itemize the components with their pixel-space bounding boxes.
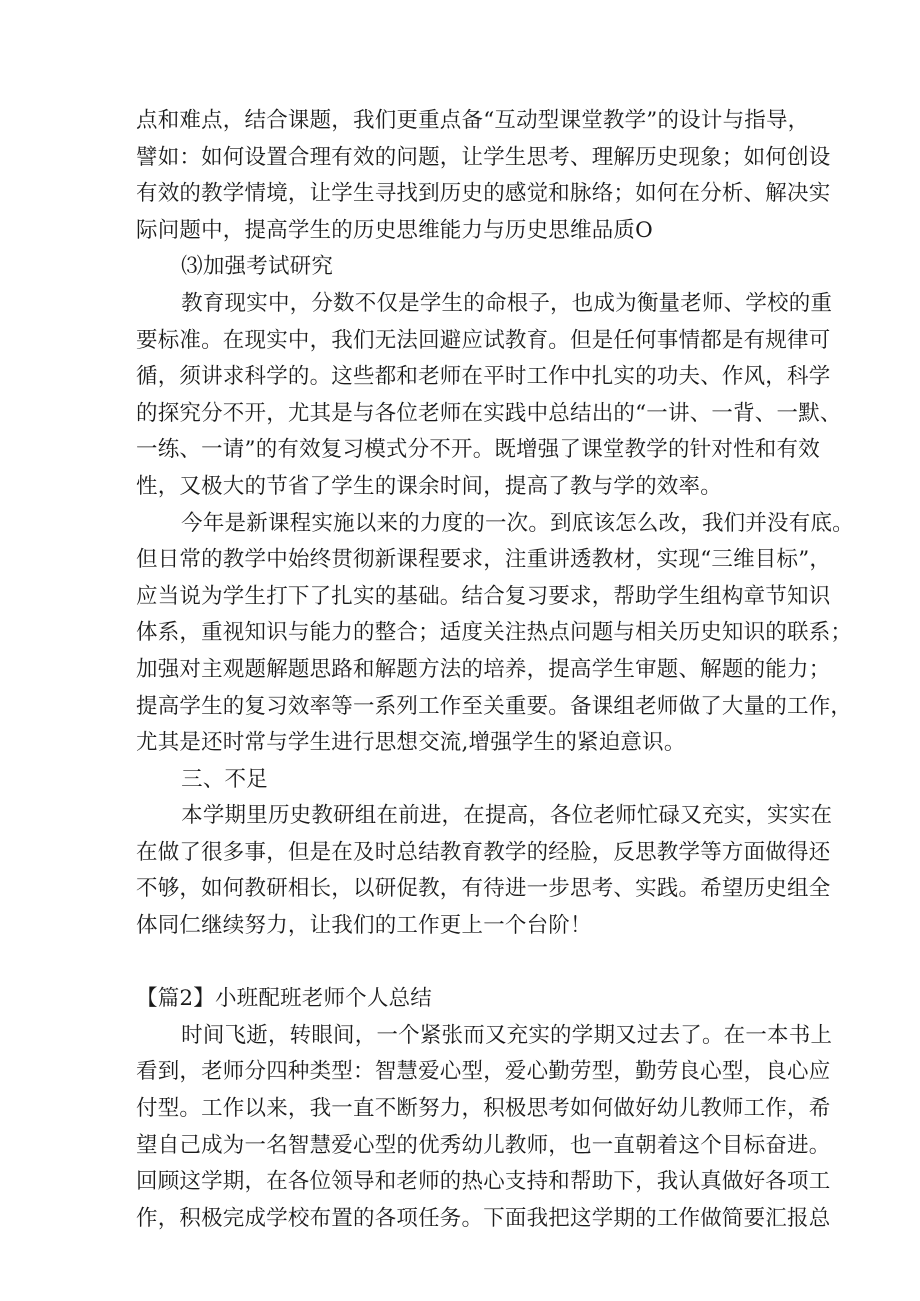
text-line: 加强对主观题解题思路和解题方法的培养，提高学生审题、解题的能力； <box>136 656 831 682</box>
paragraph-gap <box>136 945 796 982</box>
text-line: 性，又极大的节省了学生的课余时间，提高了教与学的效率。 <box>136 473 722 499</box>
text-line: 的探究分不开，尤其是与各位老师在实践中总结出的“一讲、一背、一默、 <box>136 400 842 426</box>
text-line: 教育现实中，分数不仅是学生的命根子，也成为衡量老师、学校的重 <box>181 290 833 316</box>
text-line: 回顾这学期，在各位领导和老师的热心支持和帮助下，我认真做好各项工 <box>136 1169 831 1195</box>
text-line: 体系，重视知识与能力的整合；适度关注热点问题与相关历史知识的联系； <box>136 620 853 646</box>
text-line: 点和难点，结合课题，我们更重点备“互动型课堂教学”的设计与指导， <box>136 108 810 133</box>
text-line: 在做了很多事，但是在及时总结教育教学的经脸，反思教学等方面做得还 <box>136 839 831 865</box>
text-line: 看到，老师分四种类型：智慧爱心型，爱心勤劳型，勤劳良心型，良心应 <box>136 1059 831 1085</box>
text-line: 循，须讲求科学的。这些都和老师在平时工作中扎实的功夫、作风，科学 <box>136 364 831 390</box>
text-line: 一练、一请”的有效复习模式分不开。既增强了课堂教学的针对性和有效 <box>136 437 820 463</box>
text-line: 但日常的教学中始终贯彻新课程要求，注重讲透教材，实现“三维目标”， <box>136 547 832 573</box>
text-line: 作，积极完成学校布置的各项任务。下面我把这学期的工作做简要汇报总 <box>136 1205 831 1231</box>
text-line: 有效的教学情境，让学生寻找到历史的感觉和脉络；如何在分析、解决实 <box>136 181 831 207</box>
text-line: 付型。工作以来，我一直不断努力，积极思考如何做好幼儿教师工作，希 <box>136 1096 831 1122</box>
text-line: 今年是新课程实施以来的力度的一次。到底该怎么改，我们并没有底。 <box>181 510 854 536</box>
text-line: 【篇2】小班配班老师个人总结 <box>136 986 432 1012</box>
text-line: 应当说为学生打下了扎实的基础。结合复习要求，帮助学生组构章节知识 <box>136 583 831 609</box>
text-line: ⑶加强考试研究 <box>181 254 334 280</box>
text-line: 尤其是还时常与学生进行思想交流,增强学生的紧迫意识。 <box>136 730 686 756</box>
text-line: 望自己成为一名智慧爱心型的优秀幼儿教师，也一直朝着这个目标奋进。 <box>136 1132 831 1158</box>
text-line: 三、不足 <box>181 766 268 792</box>
document-page <box>136 103 854 1237</box>
text-line: 体同仁继续努力，让我们的工作更上一个台阶！ <box>136 913 592 939</box>
text-line: 提高学生的复习效率等一系列工作至关重要。备课组老师做了大量的工作， <box>136 693 853 719</box>
text-line: 要标准。在现实中，我们无法回避应试教育。但是任何事情都是有规律可 <box>136 327 831 353</box>
text-line: 譬如：如何设置合理有效的问题，让学生思考、理解历史现象；如何创设 <box>136 144 831 170</box>
text-line: 时间飞逝，转眼间，一个紧张而又充实的学期又过去了。在一本书上 <box>181 1022 833 1048</box>
text-line: 不够，如何教研相长，以研促教，有待进一步思考、实践。希望历史组全 <box>136 876 831 902</box>
text-line: 际问题中，提高学生的历史思维能力与历史思维品质O <box>136 217 653 243</box>
text-line: 本学期里历史教研组在前进，在提高，各位老师忙碌又充实，实实在 <box>181 803 833 829</box>
